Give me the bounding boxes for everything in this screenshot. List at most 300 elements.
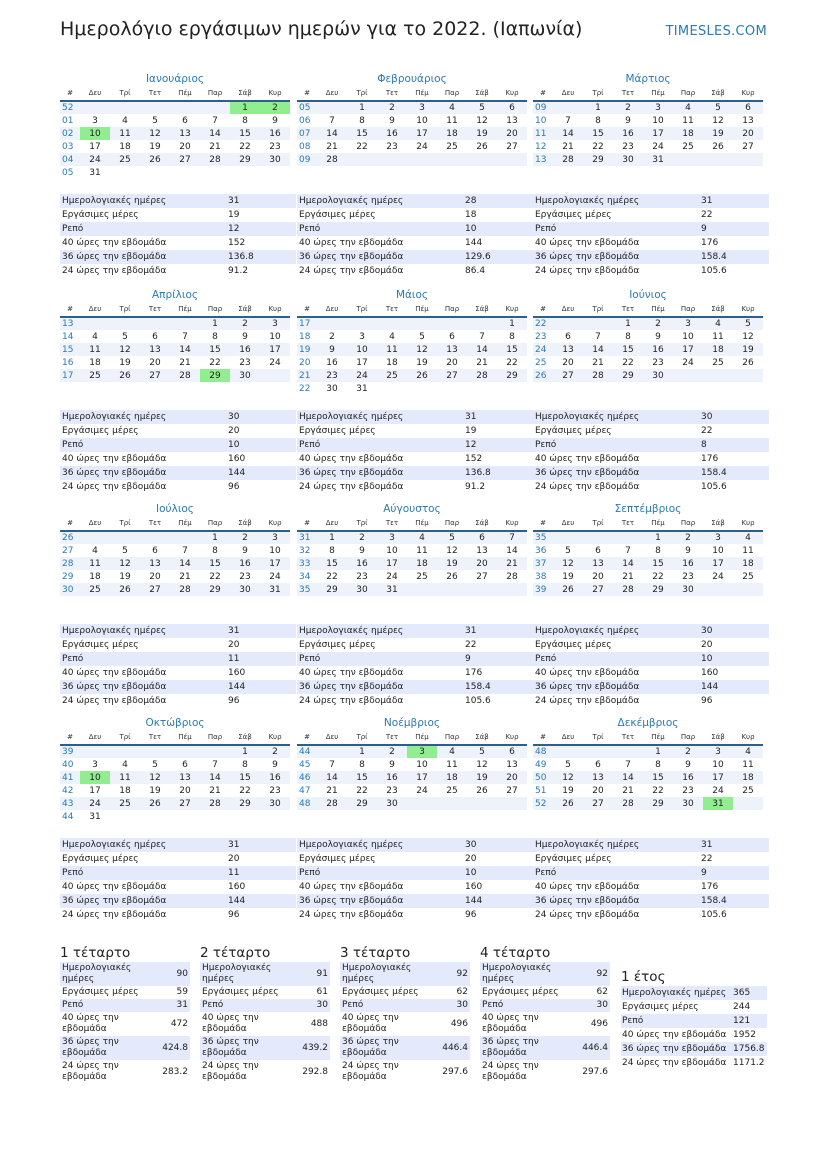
day-cell[interactable]: 23 — [613, 140, 643, 153]
day-cell[interactable]: 26 — [407, 369, 437, 382]
day-cell[interactable]: 10 — [80, 771, 110, 784]
day-cell[interactable]: 25 — [673, 140, 703, 153]
day-cell[interactable]: 6 — [497, 745, 527, 758]
day-cell[interactable] — [467, 382, 497, 395]
day-cell[interactable] — [80, 317, 110, 330]
day-cell[interactable]: 30 — [260, 153, 290, 166]
day-cell[interactable]: 12 — [110, 343, 140, 356]
day-cell[interactable]: 20 — [140, 570, 170, 583]
day-cell[interactable] — [140, 317, 170, 330]
day-cell[interactable] — [407, 797, 437, 810]
day-cell[interactable]: 11 — [437, 114, 467, 127]
day-cell[interactable]: 30 — [230, 369, 260, 382]
day-cell[interactable]: 20 — [140, 356, 170, 369]
day-cell[interactable] — [703, 369, 733, 382]
day-cell[interactable]: 16 — [230, 343, 260, 356]
day-cell[interactable]: 11 — [407, 544, 437, 557]
day-cell[interactable]: 4 — [673, 101, 703, 114]
day-cell[interactable] — [200, 810, 230, 823]
day-cell[interactable] — [437, 797, 467, 810]
day-cell[interactable]: 25 — [733, 784, 763, 797]
day-cell[interactable]: 23 — [377, 784, 407, 797]
day-cell[interactable]: 26 — [110, 369, 140, 382]
day-cell[interactable]: 3 — [673, 317, 703, 330]
day-cell[interactable] — [497, 583, 527, 596]
day-cell[interactable]: 15 — [643, 771, 673, 784]
day-cell[interactable]: 9 — [317, 343, 347, 356]
day-cell[interactable] — [347, 153, 377, 166]
day-cell[interactable]: 23 — [377, 140, 407, 153]
day-cell[interactable]: 26 — [467, 784, 497, 797]
day-cell[interactable]: 7 — [170, 330, 200, 343]
day-cell[interactable] — [110, 810, 140, 823]
day-cell[interactable]: 18 — [673, 127, 703, 140]
day-cell[interactable]: 2 — [377, 101, 407, 114]
day-cell[interactable]: 10 — [643, 114, 673, 127]
day-cell[interactable]: 27 — [170, 153, 200, 166]
day-cell[interactable]: 11 — [110, 771, 140, 784]
day-cell[interactable]: 3 — [643, 101, 673, 114]
day-cell[interactable]: 28 — [170, 369, 200, 382]
day-cell[interactable] — [260, 166, 290, 179]
day-cell[interactable]: 8 — [583, 114, 613, 127]
day-cell[interactable]: 31 — [377, 583, 407, 596]
day-cell[interactable] — [553, 101, 583, 114]
day-cell[interactable]: 13 — [553, 343, 583, 356]
day-cell[interactable] — [407, 153, 437, 166]
day-cell[interactable] — [317, 101, 347, 114]
day-cell[interactable]: 2 — [230, 531, 260, 544]
day-cell[interactable]: 29 — [200, 583, 230, 596]
day-cell[interactable]: 25 — [110, 153, 140, 166]
day-cell[interactable]: 6 — [140, 544, 170, 557]
day-cell[interactable]: 4 — [703, 317, 733, 330]
day-cell[interactable]: 23 — [260, 140, 290, 153]
day-cell[interactable]: 16 — [673, 557, 703, 570]
day-cell[interactable]: 5 — [140, 758, 170, 771]
day-cell[interactable]: 25 — [703, 356, 733, 369]
day-cell[interactable]: 7 — [613, 758, 643, 771]
day-cell[interactable]: 6 — [733, 101, 763, 114]
day-cell[interactable]: 4 — [80, 330, 110, 343]
day-cell[interactable]: 1 — [347, 101, 377, 114]
day-cell[interactable]: 26 — [467, 140, 497, 153]
day-cell[interactable] — [170, 101, 200, 114]
day-cell[interactable] — [377, 382, 407, 395]
day-cell[interactable]: 21 — [317, 140, 347, 153]
day-cell[interactable]: 20 — [497, 771, 527, 784]
day-cell[interactable]: 17 — [260, 343, 290, 356]
day-cell[interactable]: 6 — [140, 330, 170, 343]
day-cell[interactable]: 9 — [260, 114, 290, 127]
day-cell[interactable]: 21 — [317, 784, 347, 797]
day-cell[interactable]: 28 — [613, 583, 643, 596]
day-cell[interactable]: 23 — [260, 784, 290, 797]
day-cell[interactable]: 6 — [553, 330, 583, 343]
day-cell[interactable]: 6 — [437, 330, 467, 343]
day-cell[interactable]: 16 — [377, 771, 407, 784]
day-cell[interactable]: 11 — [673, 114, 703, 127]
day-cell[interactable]: 30 — [377, 797, 407, 810]
day-cell[interactable] — [80, 531, 110, 544]
day-cell[interactable]: 28 — [317, 797, 347, 810]
day-cell[interactable]: 23 — [347, 570, 377, 583]
day-cell[interactable]: 2 — [260, 745, 290, 758]
day-cell[interactable]: 17 — [80, 784, 110, 797]
day-cell[interactable]: 19 — [140, 784, 170, 797]
day-cell[interactable]: 18 — [110, 140, 140, 153]
day-cell[interactable]: 5 — [553, 758, 583, 771]
day-cell[interactable]: 6 — [583, 544, 613, 557]
day-cell[interactable]: 6 — [497, 101, 527, 114]
day-cell[interactable]: 30 — [347, 583, 377, 596]
day-cell[interactable]: 17 — [407, 771, 437, 784]
day-cell[interactable]: 1 — [200, 531, 230, 544]
day-cell[interactable] — [260, 369, 290, 382]
day-cell[interactable]: 8 — [643, 544, 673, 557]
day-cell[interactable]: 8 — [643, 758, 673, 771]
day-cell[interactable]: 21 — [200, 784, 230, 797]
day-cell[interactable]: 8 — [317, 544, 347, 557]
day-cell[interactable]: 13 — [140, 343, 170, 356]
day-cell[interactable]: 9 — [377, 114, 407, 127]
day-cell[interactable]: 19 — [467, 127, 497, 140]
day-cell[interactable]: 29 — [200, 369, 230, 382]
day-cell[interactable] — [553, 531, 583, 544]
day-cell[interactable]: 12 — [140, 771, 170, 784]
day-cell[interactable]: 2 — [347, 531, 377, 544]
day-cell[interactable]: 10 — [260, 544, 290, 557]
day-cell[interactable] — [110, 166, 140, 179]
day-cell[interactable]: 27 — [733, 140, 763, 153]
day-cell[interactable]: 6 — [467, 531, 497, 544]
day-cell[interactable]: 9 — [347, 544, 377, 557]
day-cell[interactable]: 15 — [497, 343, 527, 356]
day-cell[interactable]: 3 — [80, 114, 110, 127]
day-cell[interactable]: 12 — [437, 544, 467, 557]
day-cell[interactable]: 14 — [497, 544, 527, 557]
day-cell[interactable]: 7 — [317, 758, 347, 771]
day-cell[interactable]: 14 — [317, 127, 347, 140]
day-cell[interactable]: 28 — [553, 153, 583, 166]
day-cell[interactable]: 9 — [230, 330, 260, 343]
day-cell[interactable]: 24 — [347, 369, 377, 382]
day-cell[interactable]: 21 — [170, 570, 200, 583]
day-cell[interactable]: 19 — [553, 570, 583, 583]
day-cell[interactable]: 16 — [230, 557, 260, 570]
day-cell[interactable]: 23 — [317, 369, 347, 382]
day-cell[interactable]: 17 — [407, 127, 437, 140]
day-cell[interactable]: 18 — [437, 127, 467, 140]
day-cell[interactable]: 14 — [583, 343, 613, 356]
day-cell[interactable] — [437, 153, 467, 166]
day-cell[interactable]: 24 — [260, 570, 290, 583]
day-cell[interactable]: 12 — [467, 758, 497, 771]
day-cell[interactable]: 8 — [497, 330, 527, 343]
day-cell[interactable]: 19 — [437, 557, 467, 570]
day-cell[interactable]: 27 — [170, 797, 200, 810]
day-cell[interactable]: 13 — [733, 114, 763, 127]
day-cell[interactable]: 30 — [613, 153, 643, 166]
day-cell[interactable]: 8 — [230, 114, 260, 127]
day-cell[interactable]: 14 — [200, 771, 230, 784]
day-cell[interactable]: 17 — [260, 557, 290, 570]
day-cell[interactable]: 20 — [583, 784, 613, 797]
day-cell[interactable] — [347, 317, 377, 330]
day-cell[interactable]: 24 — [377, 570, 407, 583]
day-cell[interactable]: 29 — [230, 153, 260, 166]
day-cell[interactable]: 7 — [467, 330, 497, 343]
day-cell[interactable] — [170, 317, 200, 330]
day-cell[interactable]: 15 — [583, 127, 613, 140]
day-cell[interactable] — [230, 166, 260, 179]
day-cell[interactable] — [110, 317, 140, 330]
day-cell[interactable] — [733, 369, 763, 382]
day-cell[interactable]: 4 — [733, 745, 763, 758]
day-cell[interactable]: 25 — [110, 797, 140, 810]
day-cell[interactable]: 18 — [80, 356, 110, 369]
day-cell[interactable]: 31 — [260, 583, 290, 596]
day-cell[interactable]: 1 — [497, 317, 527, 330]
day-cell[interactable]: 12 — [110, 557, 140, 570]
day-cell[interactable]: 24 — [80, 153, 110, 166]
day-cell[interactable]: 19 — [407, 356, 437, 369]
day-cell[interactable]: 1 — [347, 745, 377, 758]
day-cell[interactable]: 13 — [437, 343, 467, 356]
day-cell[interactable]: 16 — [643, 343, 673, 356]
day-cell[interactable]: 10 — [347, 343, 377, 356]
day-cell[interactable] — [260, 810, 290, 823]
day-cell[interactable]: 30 — [643, 369, 673, 382]
day-cell[interactable]: 29 — [583, 153, 613, 166]
day-cell[interactable]: 16 — [260, 127, 290, 140]
day-cell[interactable] — [497, 797, 527, 810]
day-cell[interactable] — [317, 317, 347, 330]
day-cell[interactable]: 4 — [110, 758, 140, 771]
day-cell[interactable] — [553, 745, 583, 758]
day-cell[interactable]: 14 — [170, 557, 200, 570]
day-cell[interactable]: 26 — [553, 583, 583, 596]
day-cell[interactable]: 3 — [377, 531, 407, 544]
day-cell[interactable]: 9 — [673, 758, 703, 771]
day-cell[interactable]: 24 — [80, 797, 110, 810]
day-cell[interactable]: 11 — [437, 758, 467, 771]
day-cell[interactable] — [437, 583, 467, 596]
day-cell[interactable]: 6 — [170, 758, 200, 771]
day-cell[interactable]: 15 — [347, 127, 377, 140]
day-cell[interactable]: 27 — [583, 583, 613, 596]
day-cell[interactable] — [140, 810, 170, 823]
day-cell[interactable]: 21 — [553, 140, 583, 153]
day-cell[interactable]: 17 — [377, 557, 407, 570]
day-cell[interactable]: 29 — [347, 797, 377, 810]
day-cell[interactable]: 13 — [170, 771, 200, 784]
day-cell[interactable]: 15 — [317, 557, 347, 570]
day-cell[interactable]: 10 — [80, 127, 110, 140]
day-cell[interactable]: 28 — [170, 583, 200, 596]
day-cell[interactable]: 30 — [260, 797, 290, 810]
day-cell[interactable]: 31 — [703, 797, 733, 810]
day-cell[interactable]: 30 — [230, 583, 260, 596]
day-cell[interactable] — [407, 583, 437, 596]
day-cell[interactable]: 14 — [467, 343, 497, 356]
day-cell[interactable]: 19 — [110, 356, 140, 369]
day-cell[interactable]: 5 — [467, 745, 497, 758]
day-cell[interactable]: 4 — [377, 330, 407, 343]
day-cell[interactable]: 27 — [467, 570, 497, 583]
day-cell[interactable] — [437, 382, 467, 395]
day-cell[interactable]: 10 — [260, 330, 290, 343]
day-cell[interactable]: 30 — [673, 797, 703, 810]
day-cell[interactable]: 15 — [230, 127, 260, 140]
day-cell[interactable] — [140, 166, 170, 179]
day-cell[interactable]: 12 — [553, 557, 583, 570]
day-cell[interactable] — [437, 317, 467, 330]
day-cell[interactable]: 8 — [200, 330, 230, 343]
day-cell[interactable]: 24 — [673, 356, 703, 369]
day-cell[interactable]: 3 — [703, 531, 733, 544]
day-cell[interactable]: 31 — [347, 382, 377, 395]
day-cell[interactable]: 2 — [643, 317, 673, 330]
day-cell[interactable]: 9 — [673, 544, 703, 557]
day-cell[interactable]: 22 — [200, 570, 230, 583]
day-cell[interactable]: 24 — [703, 570, 733, 583]
day-cell[interactable]: 20 — [497, 127, 527, 140]
day-cell[interactable]: 27 — [497, 784, 527, 797]
day-cell[interactable]: 11 — [703, 330, 733, 343]
day-cell[interactable]: 16 — [377, 127, 407, 140]
day-cell[interactable]: 26 — [733, 356, 763, 369]
day-cell[interactable]: 5 — [437, 531, 467, 544]
day-cell[interactable]: 1 — [317, 531, 347, 544]
day-cell[interactable] — [140, 531, 170, 544]
day-cell[interactable]: 2 — [377, 745, 407, 758]
brand-logo[interactable]: TIMESLES.COM — [665, 24, 767, 39]
day-cell[interactable]: 29 — [230, 797, 260, 810]
day-cell[interactable]: 14 — [170, 343, 200, 356]
day-cell[interactable]: 28 — [613, 797, 643, 810]
day-cell[interactable]: 9 — [260, 758, 290, 771]
day-cell[interactable] — [80, 745, 110, 758]
day-cell[interactable]: 12 — [467, 114, 497, 127]
day-cell[interactable]: 14 — [613, 557, 643, 570]
day-cell[interactable]: 3 — [80, 758, 110, 771]
day-cell[interactable]: 27 — [553, 369, 583, 382]
day-cell[interactable]: 2 — [317, 330, 347, 343]
day-cell[interactable]: 31 — [643, 153, 673, 166]
day-cell[interactable]: 5 — [110, 330, 140, 343]
day-cell[interactable]: 15 — [200, 557, 230, 570]
day-cell[interactable]: 26 — [703, 140, 733, 153]
day-cell[interactable]: 12 — [407, 343, 437, 356]
day-cell[interactable]: 7 — [317, 114, 347, 127]
day-cell[interactable]: 21 — [613, 570, 643, 583]
day-cell[interactable]: 21 — [200, 140, 230, 153]
day-cell[interactable]: 22 — [317, 570, 347, 583]
day-cell[interactable]: 17 — [643, 127, 673, 140]
day-cell[interactable]: 20 — [437, 356, 467, 369]
day-cell[interactable]: 25 — [80, 583, 110, 596]
day-cell[interactable] — [140, 745, 170, 758]
day-cell[interactable]: 7 — [170, 544, 200, 557]
day-cell[interactable]: 29 — [613, 369, 643, 382]
day-cell[interactable]: 26 — [140, 797, 170, 810]
day-cell[interactable]: 23 — [230, 570, 260, 583]
day-cell[interactable]: 1 — [583, 101, 613, 114]
day-cell[interactable]: 15 — [230, 771, 260, 784]
day-cell[interactable] — [110, 531, 140, 544]
day-cell[interactable]: 27 — [140, 369, 170, 382]
day-cell[interactable] — [583, 317, 613, 330]
day-cell[interactable]: 28 — [200, 797, 230, 810]
day-cell[interactable]: 2 — [613, 101, 643, 114]
day-cell[interactable] — [673, 153, 703, 166]
day-cell[interactable]: 12 — [703, 114, 733, 127]
day-cell[interactable]: 28 — [200, 153, 230, 166]
day-cell[interactable]: 1 — [230, 745, 260, 758]
day-cell[interactable]: 20 — [553, 356, 583, 369]
day-cell[interactable]: 22 — [613, 356, 643, 369]
day-cell[interactable]: 5 — [703, 101, 733, 114]
day-cell[interactable]: 20 — [170, 784, 200, 797]
day-cell[interactable]: 2 — [230, 317, 260, 330]
day-cell[interactable] — [733, 583, 763, 596]
day-cell[interactable]: 13 — [497, 758, 527, 771]
day-cell[interactable]: 18 — [733, 557, 763, 570]
day-cell[interactable]: 22 — [230, 140, 260, 153]
day-cell[interactable]: 14 — [200, 127, 230, 140]
day-cell[interactable]: 27 — [437, 369, 467, 382]
day-cell[interactable] — [170, 810, 200, 823]
day-cell[interactable] — [467, 797, 497, 810]
day-cell[interactable]: 17 — [703, 771, 733, 784]
day-cell[interactable]: 3 — [260, 531, 290, 544]
day-cell[interactable]: 24 — [703, 784, 733, 797]
day-cell[interactable]: 10 — [673, 330, 703, 343]
day-cell[interactable]: 3 — [703, 745, 733, 758]
day-cell[interactable]: 13 — [583, 771, 613, 784]
day-cell[interactable]: 10 — [407, 114, 437, 127]
day-cell[interactable]: 4 — [80, 544, 110, 557]
day-cell[interactable] — [583, 745, 613, 758]
day-cell[interactable] — [377, 317, 407, 330]
day-cell[interactable]: 7 — [497, 531, 527, 544]
day-cell[interactable] — [733, 153, 763, 166]
day-cell[interactable]: 24 — [407, 784, 437, 797]
day-cell[interactable]: 25 — [437, 784, 467, 797]
day-cell[interactable]: 5 — [733, 317, 763, 330]
day-cell[interactable]: 10 — [703, 758, 733, 771]
day-cell[interactable]: 19 — [733, 343, 763, 356]
day-cell[interactable]: 9 — [377, 758, 407, 771]
day-cell[interactable] — [80, 101, 110, 114]
day-cell[interactable]: 1 — [643, 531, 673, 544]
day-cell[interactable] — [733, 797, 763, 810]
day-cell[interactable]: 25 — [733, 570, 763, 583]
day-cell[interactable]: 18 — [733, 771, 763, 784]
day-cell[interactable]: 5 — [553, 544, 583, 557]
day-cell[interactable]: 13 — [170, 127, 200, 140]
day-cell[interactable]: 11 — [80, 343, 110, 356]
day-cell[interactable]: 24 — [407, 140, 437, 153]
day-cell[interactable]: 11 — [110, 127, 140, 140]
day-cell[interactable]: 13 — [497, 114, 527, 127]
day-cell[interactable]: 8 — [347, 114, 377, 127]
day-cell[interactable]: 22 — [347, 784, 377, 797]
day-cell[interactable]: 3 — [407, 745, 437, 758]
day-cell[interactable]: 8 — [613, 330, 643, 343]
day-cell[interactable] — [703, 583, 733, 596]
